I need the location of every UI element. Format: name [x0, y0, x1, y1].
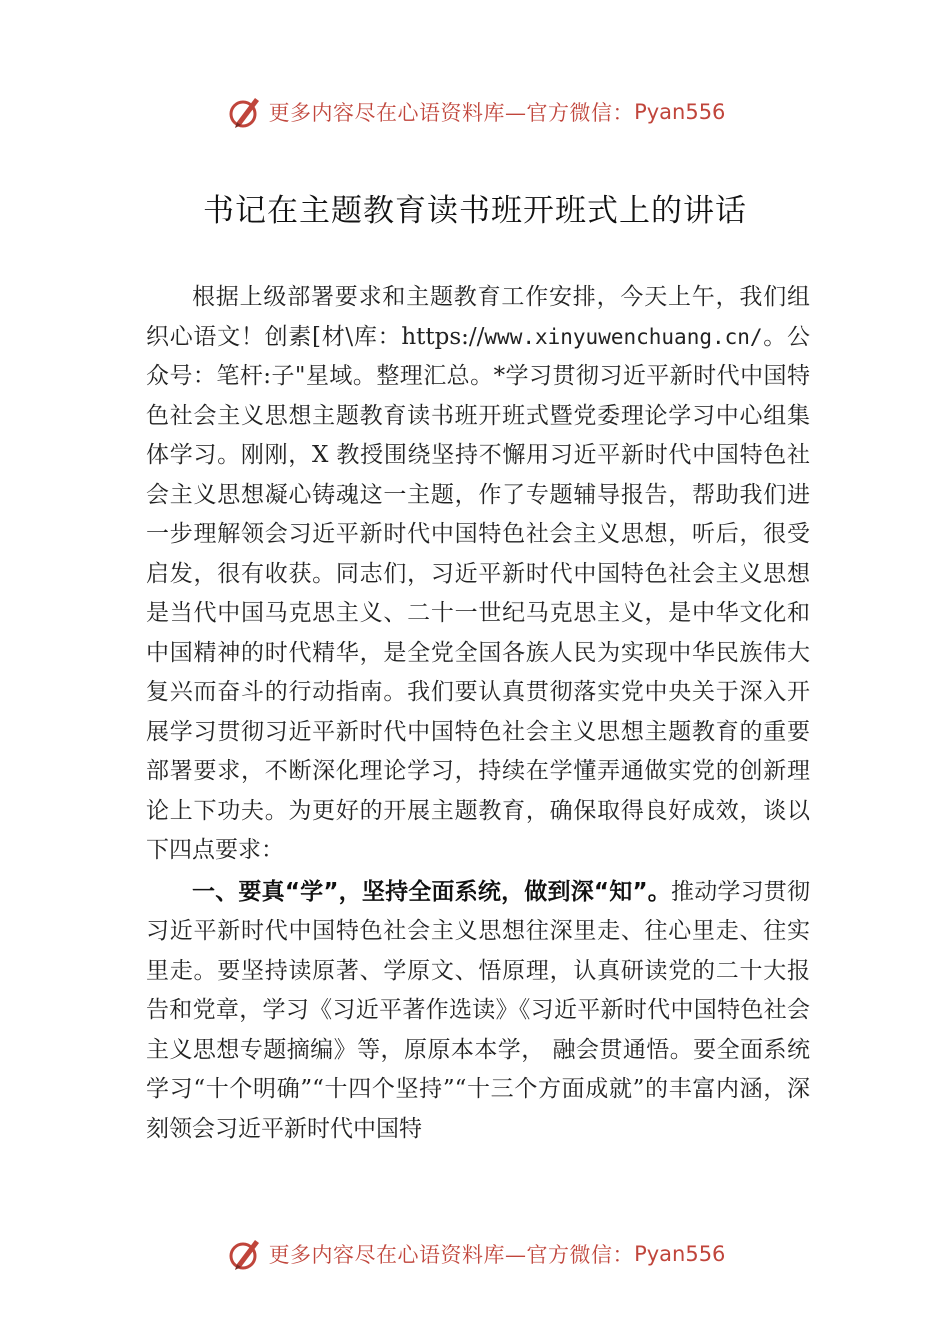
banner-text: 更多内容尽在心语资料库—官方微信：	[268, 101, 635, 125]
intro-text-a: 根据上级部署要求和主题教育工作安排，今天上午，我们组织心语文！创素[材\库：https://	[146, 284, 810, 350]
website-url: www.xinyuwenchuang.cn/	[484, 324, 763, 349]
document-body	[146, 278, 810, 1149]
footer-watermark-banner	[0, 1234, 950, 1274]
quill-pen-logo-icon	[225, 1234, 265, 1274]
banner-wechat-id: Pyan556	[634, 100, 726, 124]
paragraph-section-one	[146, 873, 810, 1150]
banner-wechat-id: Pyan556	[634, 1242, 726, 1266]
header-watermark-banner	[0, 92, 950, 132]
quill-pen-logo-icon	[225, 92, 265, 132]
paragraph-intro	[146, 278, 810, 871]
intro-text-b: 。公众号：笔杆:子"星域。整理汇总。*学习贯彻习近平新时代中国特色社会主义思想主题教育读书班开班式暨党委理论学习中心组集体学习。刚刚，X 教授围绕坚持不懈用习近平新时代中国特色社会主义思想凝心铸魂这一主题，作了专题辅导报告，帮助我们进一步理解领会习近平新时代中国特色社会主义思想，听后，很受启发，很有收获。同志们，习近平新时代中国特色社会主义思想是当代中国马克思主义、二十一世纪马克思主义，是中华文化和中国精神的时代精华，是全党全国各族人民为实现中华民族伟大复兴而奋斗的行动指南。我们要认真贯彻落实党中央关于深入开展学习贯彻习近平新时代中国特色社会主义思想主题教育的重要部署要求，不断深化理论学习，持续在学懂弄通做实党的创新理论上下功夫。为更好的开展主题教育，确保取得良好成效，谈以下四点要求：	[146, 323, 810, 863]
banner-text: 更多内容尽在心语资料库—官方微信：	[268, 1243, 635, 1267]
section-one-heading: 一、要真“学”，坚持全面系统，做到深“知”。	[192, 878, 671, 905]
section-one-text: 推动学习贯彻习近平新时代中国特色社会主义思想往深里走、往心里走、往实里走。要坚持读原著、学原文、悟原理，认真研读党的二十大报告和党章，学习《习近平著作选读》《习近平新时代中国特色社会主义思想专题摘编》等，原原本本学， 融会贯通悟。要全面系统学习“十个明确”“十四个坚持”“十三个方面成就”的丰富内涵，深刻领会习近平新时代中国特	[146, 878, 811, 1142]
document-title: 书记在主题教育读书班开班式上的讲话	[203, 193, 747, 229]
